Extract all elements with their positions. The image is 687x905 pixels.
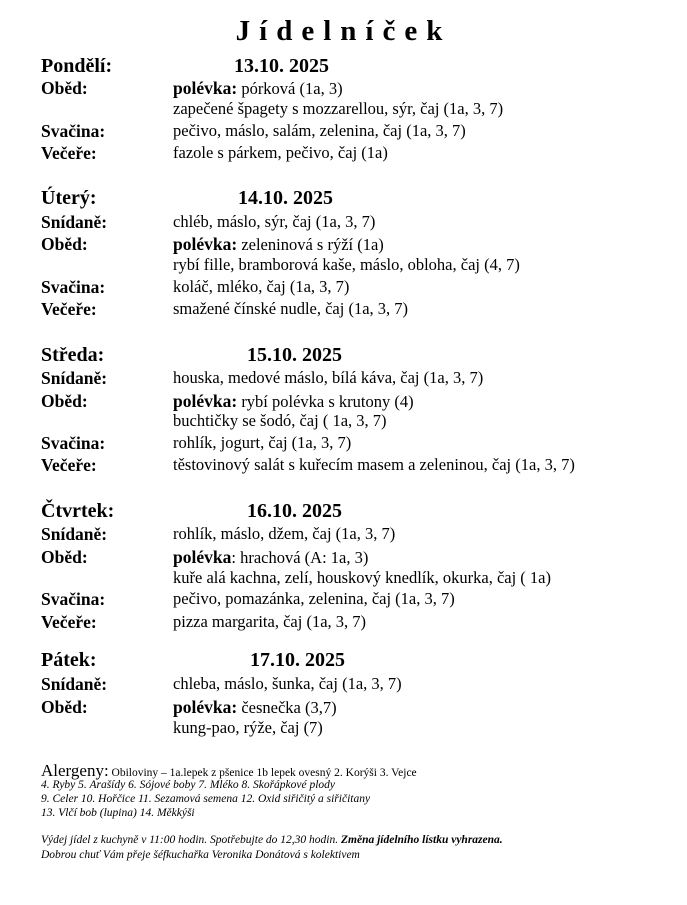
meal-label: Oběd: (41, 547, 88, 567)
meal-label: Svačina: (41, 121, 106, 141)
day-name: Pátek: (41, 649, 97, 671)
day-name: Úterý: (41, 187, 97, 209)
allergens-text: Obiloviny – 1a.lepek z pšenice 1b lepek ovesný 2. Korýši 3. Vejce (108, 767, 417, 779)
soup-text: : hrachová (A: 1a, 3) (231, 548, 369, 567)
soup-label: polévka (173, 547, 232, 567)
day-date: 14.10. 2025 (238, 187, 333, 209)
meal-label: Svačina: (41, 589, 106, 609)
main-course: kuře alá kachna, zelí, houskový knedlík, okurka, čaj ( 1a) (173, 568, 551, 587)
day-name: Středa: (41, 344, 105, 366)
soup-line (173, 80, 343, 98)
meal-label: Večeře: (41, 299, 97, 319)
meal-text: fazole s párkem, pečivo, čaj (1a) (173, 143, 388, 162)
soup-label: polévka: (173, 391, 238, 411)
soup-line (173, 699, 337, 717)
allergens-line-1 (41, 762, 417, 780)
meal-label: Snídaně: (41, 212, 108, 232)
meal-label: Oběd: (41, 697, 88, 717)
meal-text: rohlík, máslo, džem, čaj (1a, 3, 7) (173, 524, 396, 543)
meal-label: Snídaně: (41, 674, 108, 694)
soup-text: pórková (1a, 3) (237, 79, 343, 98)
soup-text: zeleninová s rýží (1a) (237, 235, 384, 254)
allergens-line-3: 9. Celer 10. Hořčice 11. Sezamová semena 12. Oxid siřičitý a siřičitany (41, 793, 371, 805)
soup-label: polévka: (173, 78, 238, 98)
allergens-line-4: 13. Vlčí bob (lupina) 14. Měkkýši (41, 807, 195, 819)
meal-label: Oběd: (41, 391, 88, 411)
meal-text: smažené čínské nudle, čaj (1a, 3, 7) (173, 299, 409, 318)
day-name: Čtvrtek: (41, 500, 115, 522)
meal-text: pizza margarita, čaj (1a, 3, 7) (173, 612, 367, 631)
meal-label: Oběd: (41, 78, 88, 98)
soup-line (173, 393, 414, 411)
soup-text: rybí polévka s krutony (4) (237, 392, 414, 411)
meal-label: Večeře: (41, 612, 97, 632)
footer-line-1 (41, 835, 503, 847)
meal-text: pečivo, pomazánka, zelenina, čaj (1a, 3, 7) (173, 589, 455, 608)
day-date: 16.10. 2025 (247, 500, 342, 522)
soup-text: česnečka (3,7) (237, 698, 337, 717)
day-date: 13.10. 2025 (234, 55, 329, 77)
allergens-label: Alergeny: (41, 761, 109, 780)
soup-label: polévka: (173, 234, 238, 254)
meal-label: Večeře: (41, 455, 97, 475)
meal-text: chléb, máslo, sýr, čaj (1a, 3, 7) (173, 212, 376, 231)
meal-text: koláč, mléko, čaj (1a, 3, 7) (173, 277, 350, 296)
main-course: rybí fille, bramborová kaše, máslo, obloha, čaj (4, 7) (173, 255, 520, 274)
footer-notice: Změna jídelního lístku vyhrazena. (341, 834, 503, 846)
meal-label: Snídaně: (41, 524, 108, 544)
main-course: kung-pao, rýže, čaj (7) (173, 718, 323, 737)
day-date: 15.10. 2025 (247, 344, 342, 366)
day-date: 17.10. 2025 (250, 649, 345, 671)
footer-line-2: Dobrou chuť Vám přeje šéfkuchařka Veronika Donátová s kolektivem (41, 849, 360, 861)
allergens-line-2: 4. Ryby 5. Arašídy 6. Sójové boby 7. Mléko 8. Skořápkové plody (41, 779, 336, 791)
meal-label: Snídaně: (41, 368, 108, 388)
main-course: buchtičky se šodó, čaj ( 1a, 3, 7) (173, 411, 387, 430)
meal-text: houska, medové máslo, bílá káva, čaj (1a, 3, 7) (173, 368, 484, 387)
soup-line (173, 549, 368, 567)
meal-text: těstovinový salát s kuřecím masem a zeleninou, čaj (1a, 3, 7) (173, 455, 575, 474)
soup-label: polévka: (173, 697, 238, 717)
page-title: Jídelníček (235, 15, 452, 47)
footer-text: Výdej jídel z kuchyně v 11:00 hodin. Spotřebujte do 12,30 hodin. (41, 834, 341, 846)
meal-label: Svačina: (41, 277, 106, 297)
day-name: Pondělí: (41, 55, 113, 77)
meal-label: Svačina: (41, 433, 106, 453)
meal-text: rohlík, jogurt, čaj (1a, 3, 7) (173, 433, 352, 452)
meal-text: chleba, máslo, šunka, čaj (1a, 3, 7) (173, 674, 402, 693)
meal-text: pečivo, máslo, salám, zelenina, čaj (1a, 3, 7) (173, 121, 466, 140)
meal-label: Oběd: (41, 234, 88, 254)
main-course: zapečené špagety s mozzarellou, sýr, čaj (1a, 3, 7) (173, 99, 504, 118)
soup-line (173, 236, 384, 254)
meal-label: Večeře: (41, 143, 97, 163)
